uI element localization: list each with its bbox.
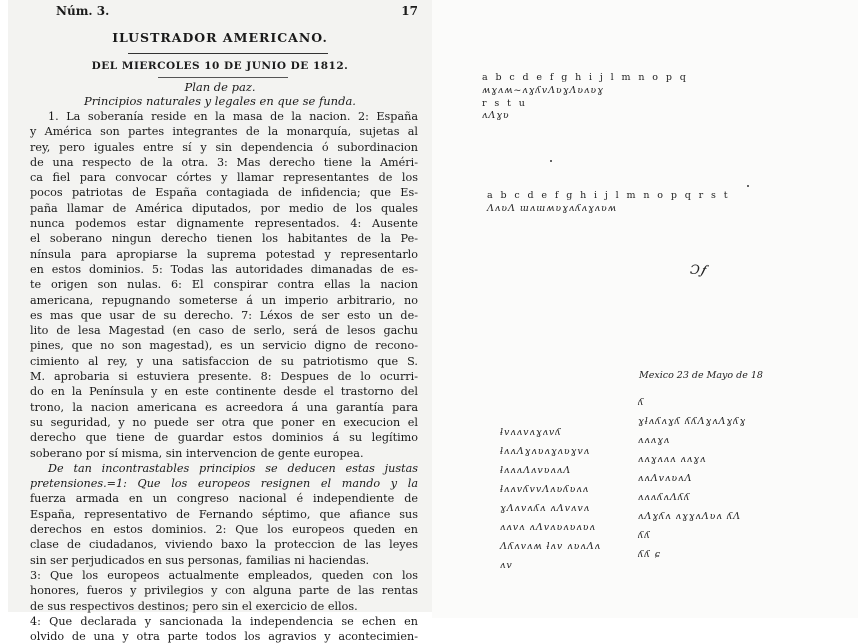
body-line: americana, repugnando someterse á un imperio arbitrario, no [30,293,418,307]
body-line: de una respecto de la otra. 3: Mas derecho tiene la Améri- [30,155,418,169]
cipher-line: ʌʌvʌ ʌɅvʌʋʌʋʌʋʌ [500,522,596,533]
body-line: clase de ciudadanos, viviendo baxo la proteccion de las leyes [30,538,418,552]
body-line: 3: Que los europeos actualmente empleados, queden con los [30,568,418,582]
body-line: nunca podemos estar dignamente representados. 4: Ausente [30,217,418,231]
cipher-line: ʌv [500,560,513,571]
flourish-mark: Ɔ𝆑 [690,263,707,278]
body-line: nínsula para apropiarse la suprema potestad y representarlo [30,247,418,261]
cipher-specimen-page [432,0,858,618]
cipher-line: ƚʌʌɅɣʌʋʌɣʌʋɣvʌ [500,446,591,457]
alphabet-key-script-2: ɅʌʋɅ ɯʌɯʍʋɣʌʎʌɣʌʋʍ [487,203,617,214]
body-line: 1. La soberanía reside en la masa de la nacion. 2: España [48,110,418,123]
body-line: España, representativo de Fernando séptimo, que afiance sus [30,507,418,521]
body-line: paña llamar de América diputados, por medio de los quales [30,201,418,215]
cipher-line: ʌʌʌɣʌ [638,435,671,446]
alphabet-key-latin-1b: r s t u [482,98,528,109]
body-line: su seguridad, y no puede ser otra que poner en execucion el [30,415,418,429]
ink-dot [747,185,749,187]
page-number: 17 [401,4,418,18]
body-line: derecho que tiene de guardar estos dominios á su legítimo [30,431,418,445]
cipher-line: ƚʌʌvʎvvɅʌʋʎʋʌʌ [500,484,590,495]
body-line: es mas que usar de su derecho. 7: Léxos de ser esto un de- [30,308,418,322]
cipher-line: ƚʌʌʌɅʌvʋʌʌɅ [500,465,572,476]
body-line: pocos patriotas de España contagiada de infidencia; que Es- [30,186,418,200]
body-line: el soberano ningun derecho tienen los habitantes de la Pe- [30,232,418,246]
cipher-line: ɣƚʌʎʌɣʎ ʎʎɅɣʌɅɣʎɣ [638,416,747,427]
body-line: pines, que no son magestad), es un servicio digno de recono- [30,339,418,353]
cipher-line: ʌʌɅvʌʋʌɅ [638,473,693,484]
section-subheading: Principios naturales y legales en que se funda. [84,94,356,108]
body-line: trono, la nacion americana es acreedora á una garantía para [30,400,418,414]
alphabet-key-script-1b: ʌɅɣʋ [482,110,510,121]
body-line: soberano por sí misma, sin intervencion de gente europea. [30,446,364,460]
alphabet-key-script-1: ʍɣʌʍ~ʌɣʎvɅʋɣɅʋʌʋɣ [482,85,604,96]
body-line: M. aprobaria si estuviera presente. 8: Despues de lo ocurri- [30,370,418,384]
body-line: fuerza armada en un congreso nacional é independiente de [30,492,418,506]
body-line: derechos en estos dominios. 2: Que los europeos queden en [30,523,418,537]
body-line: sin ser perjudicados en sus personas, familias ni haciendas. [30,553,370,567]
cipher-line: ɣɅʌvʌʎʌ ʌɅvʌvʌ [500,503,591,514]
cipher-line: ʌɅɣʎʌ ʌɣɣʌɅʋʌ ʎɅ [638,511,742,522]
body-line: y América son partes integrantes de la monarquía, sujetas al [30,125,418,139]
letter-dateline: Mexico 23 de Mayo de 18 [639,370,763,381]
issue-number: Núm. 3. [56,4,110,18]
body-line: lito de lesa Magestad (en caso de serlo, será de lesos gachu [30,324,418,338]
body-line: de sus respectivos destinos; pero sin el exercicio de ellos. [30,599,358,613]
cipher-line: ʎ [638,397,645,408]
alphabet-key-latin-2: a b c d e f g h i j l m n o p q r s t [487,190,730,201]
cipher-line: ʌʌʌʎʌɅʎʎ [638,492,691,503]
body-line: 4: Que declarada y sancionada la independencia se echen en [30,614,418,628]
alphabet-key-latin-1: a b c d e f g h i j l m n o p q [482,72,689,83]
body-line: en estos dominios. 5: Todas las autoridades dimanadas de es- [30,262,418,276]
section-heading: Plan de paz. [184,80,256,94]
cipher-line: ʌʌɣʌʌʌ ʌʌɣʌ [638,454,707,465]
title-rule [128,53,328,54]
issue-date: DEL MIERCOLES 10 DE JUNIO DE 1812. [91,60,349,72]
body-line: ca fiel para convocar córtes y llamar representantes de los [30,171,418,185]
cipher-line: ƚvʌʌvʌɣʌvʎ [500,427,562,438]
cipher-line: ʎʎ [638,530,651,541]
date-rule [158,77,288,78]
article-body [30,109,418,644]
page-header [56,4,416,20]
cipher-line: ʎʎ ɕ [638,549,662,560]
body-line: De tan incontrastables principios se deducen estas justas [48,461,418,475]
body-line: olvido de una y otra parte todos los agravios y acontecimien- [30,630,418,644]
cipher-line: Ʌʎʌvʌʍ ƚʌv ʌʋʌɅʌ [500,541,602,552]
ink-dot [550,160,552,162]
newspaper-page [8,0,432,644]
body-line: te origen son nulas. 6: El conspirar contra ellas la nacion [30,278,418,292]
body-line: rey, pero iguales entre sí y sin dependencia ó subordinacion [30,140,418,154]
body-line: cimiento al rey, y una satisfaccion de su patriotismo que S. [30,354,418,368]
newspaper-title: ILUSTRADOR AMERICANO. [112,30,328,45]
body-line: honores, fueros y privilegios y con alguna parte de las rentas [30,584,418,598]
body-line: pretensiones.=1: Que los europeos resignen el mando y la [30,477,418,491]
body-line: do en la Península y en este continente desde el trastorno del [30,385,418,399]
